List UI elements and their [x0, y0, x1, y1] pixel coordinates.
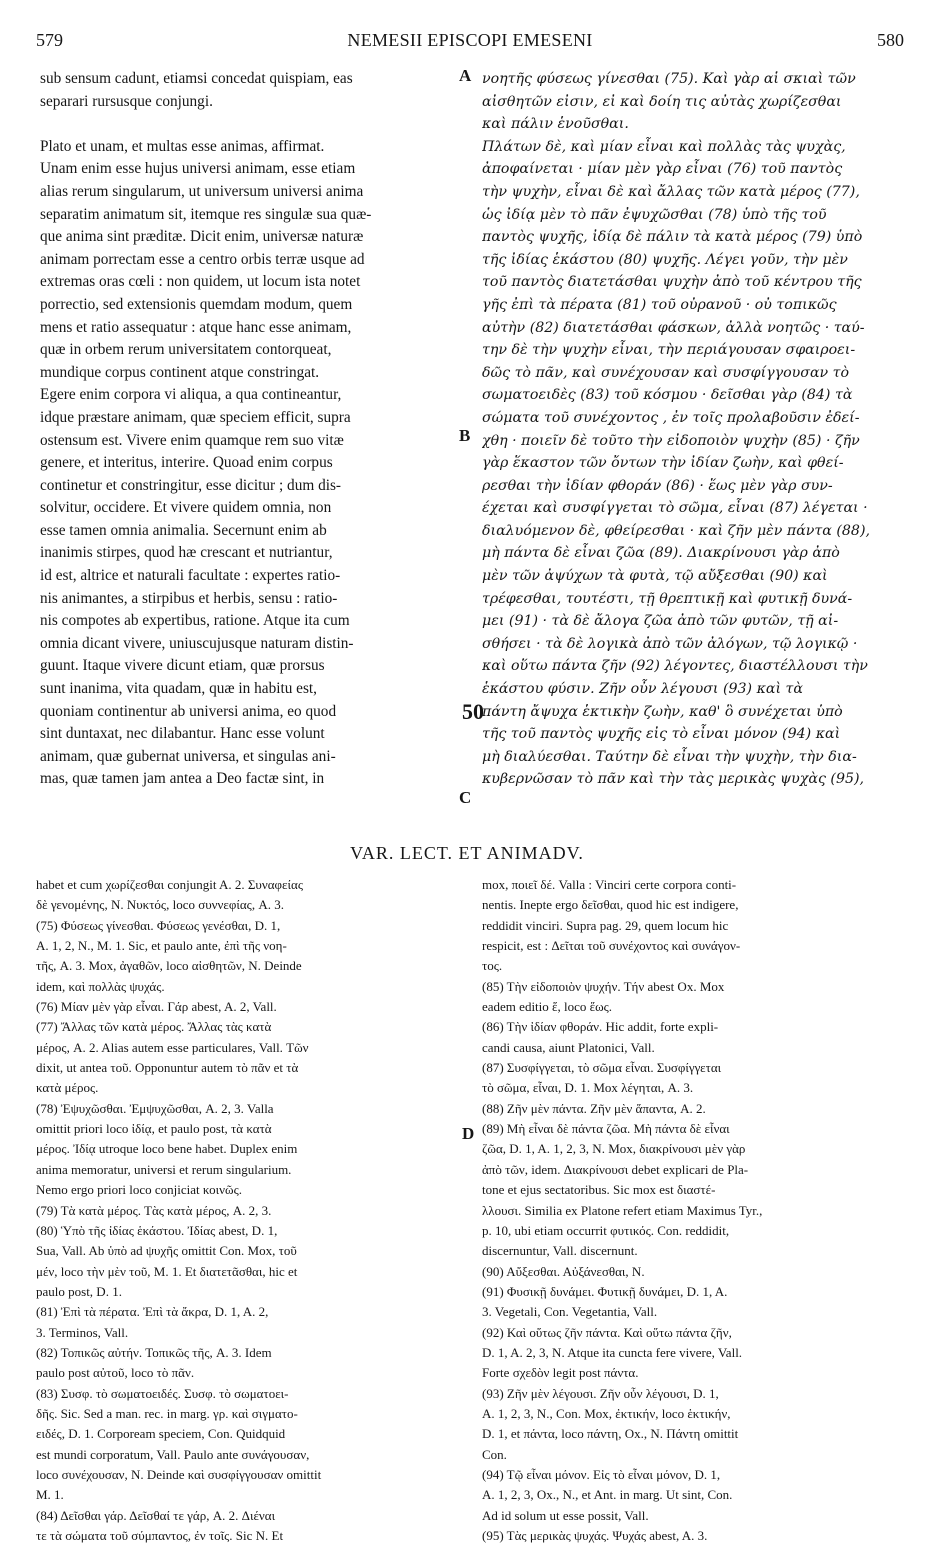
note-line: Nemo ergo priori loco conjiciat κοινῶς. — [36, 1182, 243, 1198]
greek-text-line: τὴν ψυχὴν, εἶναι δὲ καὶ ἄλλας τῶν κατὰ μέρος (77), — [482, 183, 860, 200]
note-line: μέν, loco τὴν μὲν τοῦ, M. 1. Et διατετᾶσθαι, hic et — [36, 1263, 298, 1279]
section-title: VAR. LECT. ET ANIMADV. — [350, 843, 584, 863]
note-line: Sua, Vall. Ab ὑπὸ ad ψυχῆς omittit Con. Mox, τοῦ — [36, 1243, 297, 1259]
latin-text-line: Unam enim esse hujus universi animam, esse etiam — [40, 160, 356, 178]
note-line: A. 1, 2, N., M. 1. Sic, et paulo ante, ἐπὶ τῆς νοη- — [36, 938, 287, 954]
note-line: mox, ποιεῖ δέ. Valla : Vinciri certe corpora conti- — [482, 877, 737, 892]
note-line: eadem editio ἕ, loco ἕως. — [482, 999, 613, 1015]
margin-letter-d: D — [462, 1124, 475, 1143]
latin-text-line: ostensum est. Vivere enim quamque rem suo vitæ — [40, 431, 344, 449]
latin-text-line: separatim animatum sit, itemque res singulæ sua quæ- — [40, 205, 372, 223]
notes-right-column — [482, 875, 902, 1546]
latin-text-line: mas, quæ tamen jam antea a Deo factæ sint, in — [40, 770, 325, 788]
note-line: δῆς. Sic. Sed a man. rec. in marg. γρ. καὶ σιγματο- — [36, 1405, 298, 1421]
greek-text-line: καὶ πάλιν ἑνοῦσθαι. — [482, 116, 629, 133]
note-line: δὲ γενομένης, N. Νυκτός, loco συννεφίας, A. 3. — [36, 897, 284, 913]
note-line: κατὰ μέρος. — [36, 1080, 99, 1096]
note-line: τε τὰ σώματα τοῦ σύμπαντος, ἐν τοῖς. Sic N. Et — [36, 1528, 284, 1543]
note-line: habet et cum χωρίζεσθαι conjungit A. 2. Συναφείας — [36, 877, 303, 892]
greek-text-line: καὶ οὕτω πάντα ζῆν (92) λέγοντες, διαστέλλουσι τὴν — [482, 658, 868, 675]
margin-letter-a: A — [459, 66, 472, 85]
note-line: (86) Τὴν ἰδίαν φθοράν. Hic addit, forte expli- — [482, 1019, 719, 1035]
note-line: (89) Μὴ εἶναι δὲ πάντα ζῶα. Μὴ πάντα δὲ εἶναι — [482, 1121, 730, 1137]
note-line: Forte σχεδὸν legit post πάντα. — [482, 1365, 639, 1381]
greek-text-line: Πλάτων δὲ, καὶ μίαν εἶναι καὶ πολλὰς τὰς ψυχὰς, — [482, 138, 846, 155]
note-line: μέρος. Ἰδίᾳ utroque loco bene habet. Duplex enim — [36, 1141, 298, 1157]
note-line: (94) Τῷ εἶναι μόνον. Εἰς τὸ εἶναι μόνον, D. 1, — [482, 1466, 721, 1482]
note-line: paulo post αὐτοῦ, loco τὸ πᾶν. — [36, 1365, 195, 1381]
greek-text-line: τοῦ παντὸς διατετάσθαι ψυχὴν ἀπὸ τοῦ κέντρου τῆς — [482, 274, 862, 291]
note-line: anima memoratur, universi et rerum singularium. — [36, 1161, 292, 1177]
latin-text-line: inanimis stirpes, quod hæ crescant et nutriantur, — [40, 544, 333, 562]
note-line: D. 1, A. 2, 3, N. Atque ita cuncta fere vivere, Vall. — [482, 1344, 743, 1360]
note-line: ἀπὸ τῶν, idem. Διακρίνουσι debet explicari de Pla- — [482, 1161, 749, 1177]
latin-text-line: genere, et interitus, interire. Quoad enim corpus — [40, 454, 333, 472]
note-line: μέρος, A. 2. Alias autem esse particulares, Vall. Τῶν — [36, 1039, 309, 1055]
note-line: idem, καὶ πολλὰς ψυχάς. — [36, 978, 165, 994]
greek-text-line: νοητῆς φύσεως γίνεσθαι (75). Καὶ γὰρ αἱ σκιαὶ τῶν — [482, 71, 856, 87]
note-line: τὸ σῶμα, εἶναι, D. 1. Mox λέγηται, A. 3. — [482, 1080, 694, 1096]
page-number-right: 580 — [877, 30, 904, 50]
page-number-left: 579 — [36, 30, 63, 50]
greek-text-line: τῆς ἰδίας ἑκάστου (80) ψυχῆς. Λέγει γοῦν, τὴν μὲν — [482, 251, 848, 268]
greek-text-line: μὲν τῶν ἀψύχων τὰ φυτὰ, τῷ αὔξεσθαι (90) καὶ — [482, 568, 828, 585]
greek-text-line: πάντη ἄψυχα ἑκτικὴν ζωὴν, καθ' ὃ συνέχεται ὑπὸ — [482, 703, 843, 720]
greek-text-line: σωματοειδὲς (83) τοῦ κόσμου · δεῖσθαι γὰρ (84) τὰ — [482, 387, 853, 404]
greek-text-line: αὐτὴν (82) διατετάσθαι φάσκων, ἀλλὰ νοητῶς · ταύ- — [482, 319, 865, 336]
greek-text-line: ὡς ἰδίᾳ μὲν τὸ πᾶν ἐψυχῶσθαι (78) ὑπὸ τῆς τοῦ — [482, 206, 827, 223]
margin-letter-b: B — [459, 426, 471, 445]
greek-text-line: μὴ διαλύεσθαι. Ταύτην δὲ εἶναι τὴν ψυχὴν, τὴν δια- — [482, 748, 857, 765]
greek-text-line: έχεται καὶ συσφίγγεται τὸ σῶμα, εἶναι (87) λέγεται · — [482, 500, 868, 517]
note-line: respicit, est : Δεῖται τοῦ συνέχοντος καὶ συνάγον- — [482, 938, 741, 954]
greek-text-line: ρεσθαι τὴν ἰδίαν φθοράν (86) · ἕως μὲν γὰρ συν- — [482, 477, 833, 494]
note-line: D. 1, et πάντα, loco πάντη, Ox., N. Πάντη omittit — [482, 1426, 739, 1442]
latin-text-line: sint duntaxat, nec dilabantur. Hanc esse volunt — [40, 725, 325, 743]
note-line: discernuntur, Vall. discernunt. — [482, 1243, 638, 1259]
note-line: A. 1, 2, 3, Ox., N., et Ant. in marg. Ut sint, Con. — [482, 1487, 733, 1503]
latin-text-line: esse tamen omnia animalia. Secernunt enim ab — [40, 521, 327, 539]
note-line: loco συνέχουσαν, N. Deinde καὶ συσφίγγουσαν omittit — [36, 1466, 322, 1482]
greek-text-line: διαλυόμενον δὲ, φθείρεσθαι · καὶ ζῆν μὲν πάντα (88), — [482, 522, 871, 539]
greek-text-line: ἑκάστου φύσιν. Ζῆν οὖν λέγουσι (93) καὶ τὰ — [482, 681, 803, 698]
note-line: ειδές, D. 1. Corpoream speciem, Con. Quidquid — [36, 1426, 286, 1442]
latin-text-line: solvitur, occidere. Et vivere quidem omnia, non — [40, 499, 332, 517]
latin-text-line — [40, 113, 457, 136]
greek-text-line: τῆς τοῦ παντὸς ψυχῆς εἰς τὸ εἶναι μόνον (94) καὶ — [482, 726, 841, 743]
note-line: (85) Τὴν εἰδοποιὸν ψυχήν. Τήν abest Ox. Mox — [482, 978, 725, 994]
note-line: (95) Τὰς μερικὰς ψυχάς. Ψυχάς abest, A. 3. — [482, 1528, 708, 1543]
greek-text-column — [482, 68, 902, 791]
greek-text-line: γὰρ ἕκαστον τῶν ὄντων τὴν ἰδίαν ζωὴν, καὶ φθεί- — [482, 455, 844, 472]
latin-text-line: porrectio, sed extensionis quemdam modum, quem — [40, 295, 353, 313]
note-line: A. 1, 2, 3, N., Con. Mox, ἐκτικήν, loco ἑκτικήν, — [482, 1405, 731, 1421]
note-line: 3. Terminos, Vall. — [36, 1324, 129, 1340]
latin-text-line: animam, quæ gubernat universa, et singulas ani- — [40, 747, 336, 765]
note-line: dixit, ut antea τοῦ. Opponuntur autem τὸ πᾶν et τὰ — [36, 1060, 299, 1076]
latin-text-line: extremas oras cœli : non quidem, ut locum ista notet — [40, 273, 361, 291]
latin-text-line: sunt inanima, vita quadam, quæ in habitu est, — [40, 680, 318, 698]
latin-text-line: idque præstare animam, quæ speciem efficit, supra — [40, 408, 351, 426]
latin-text-line: separari rursusque conjungi. — [40, 92, 213, 110]
greek-text-line: ἀποφαίνεται · μίαν μὲν γὰρ εἶναι (76) τοῦ παντὸς — [482, 161, 843, 178]
latin-text-line: mens et ratio assequatur : atque hanc esse animam, — [40, 318, 352, 336]
note-line: M. 1. — [36, 1487, 64, 1503]
note-line: (80) Ὑπὸ τῆς ἰδίας ἑκάστου. Ἰδίας abest, D. 1, — [36, 1222, 278, 1238]
latin-text-line: nis compotes ab expertibus, ratione. Atque ita cum — [40, 612, 350, 630]
greek-text-line: δῶς τὸ πᾶν, καὶ συνέχουσαν καὶ συσφίγγουσαν τὸ — [482, 364, 850, 381]
note-line: (79) Τὰ κατὰ μέρος. Τὰς κατὰ μέρος, A. 2, 3. — [36, 1202, 272, 1218]
note-line: candi causa, aiunt Platonici, Vall. — [482, 1039, 655, 1055]
latin-text-line: id est, altrice et naturali facultate : expertes ratio- — [40, 567, 341, 585]
latin-text-line: que anima sint præditæ. Dicit enim, universæ naturæ — [40, 228, 364, 246]
latin-text-line: omnia dicant vivere, uniuscujusque naturam distin- — [40, 634, 354, 652]
note-line: (82) Τοπικῶς αὐτήν. Τοπικῶς τῆς, A. 3. Idem — [36, 1344, 272, 1360]
latin-text-line: quæ in orbem rerum universitatem contorqueat, — [40, 341, 332, 359]
note-line: omittit priori loco ἰδίᾳ, et paulo post, τὰ κατὰ — [36, 1121, 272, 1137]
latin-text-line: Plato et unam, et multas esse animas, affirmat. — [40, 137, 325, 155]
latin-text-line: continetur et constringitur, esse dicitur ; dum dis- — [40, 476, 342, 494]
running-header — [36, 30, 904, 58]
note-line: (75) Φύσεως γίνεσθαι. Φύσεως γενέσθαι, D. 1, — [36, 917, 281, 933]
latin-text-line: nis animantes, a stirpibus et herbis, sensu : ratio- — [40, 589, 338, 607]
latin-text-line: animam porrectam esse a centro orbis terræ usque ad — [40, 250, 365, 268]
note-line: nentis. Inepte ergo δεῖσθαι, quod hic est indigere, — [482, 897, 739, 913]
latin-text-line: mundique corpus continent atque constringat. — [40, 363, 320, 381]
note-line: tone et ejus sectatoribus. Sic mox est διαστέ- — [482, 1182, 716, 1198]
note-line: (76) Μίαν μὲν γὰρ εἶναι. Γάρ abest, A. 2, Vall. — [36, 999, 277, 1015]
margin-number-50: 50 — [462, 699, 484, 724]
note-line: Ad id solum ut esse possit, Vall. — [482, 1507, 649, 1523]
note-line: 3. Vegetali, Con. Vegetantia, Vall. — [482, 1304, 658, 1320]
greek-text-line: σθήσει · τὰ δὲ λογικὰ ἀπὸ τῶν ἀλόγων, τῷ λογικῷ · — [482, 635, 858, 652]
greek-text-line: κυβερνῶσαν τὸ πᾶν καὶ τὴν τὰς μερικὰς ψυχὰς (95), — [482, 771, 865, 788]
margin-letter-c: C — [459, 788, 472, 807]
note-line: p. 10, ubi etiam occurrit φυτικός. Con. reddidit, — [482, 1222, 730, 1238]
greek-text-line: την δὲ τὴν ψυχὴν εἶναι, τὴν περιάγουσαν σφαιροει- — [482, 342, 856, 359]
greek-text-line: γῆς ἐπὶ τὰ πέρατα (81) τοῦ οὐρανοῦ · οὐ τοπικῶς — [482, 296, 837, 313]
note-line: (93) Ζῆν μὲν λέγουσι. Ζῆν οὖν λέγουσι, D. 1, — [482, 1385, 719, 1401]
running-title: NEMESII EPISCOPI EMESENI — [347, 30, 593, 50]
note-line: (88) Ζῆν μὲν πάντα. Ζῆν μὲν ἅπαντα, A. 2. — [482, 1100, 706, 1116]
latin-text-column — [40, 68, 457, 791]
note-line: (92) Καὶ οὕτως ζῆν πάντα. Καὶ οὕτω πάντα ζῆν, — [482, 1324, 732, 1340]
latin-text-line: sub sensum cadunt, etiamsi concedat quispiam, eas — [40, 70, 353, 87]
greek-text-line: μὴ πάντα δὲ εἶναι ζῶα (89). Διακρίνουσι γὰρ ἀπὸ — [482, 545, 840, 562]
notes-left-column — [36, 875, 460, 1546]
note-line: (91) Φυσικῇ δυνάμει. Φυτικῇ δυνάμει, D. 1, A. — [482, 1283, 728, 1299]
note-line: ζῶα, D. 1, A. 1, 2, 3, N. Mox, διακρίνουσι μὲν γὰρ — [482, 1141, 746, 1157]
note-line: est mundi corporatum, Vall. Paulo ante συνάγουσαν, — [36, 1446, 310, 1462]
note-line: λλουσι. Similia ex Platone refert etiam Maximus Tyr., — [482, 1202, 763, 1218]
note-line: reddidit vinciri. Supra pag. 29, quem locum hic — [482, 917, 729, 933]
note-line: τῆς, A. 3. Mox, ἀγαθῶν, loco αἰσθητῶν, N. Deinde — [36, 958, 302, 974]
latin-text-line: quoniam continentur ab universi anima, eo quod — [40, 702, 337, 720]
latin-text-line: Egere enim corpora vi aliqua, a qua contineantur, — [40, 386, 342, 404]
note-line: (78) Ἐψυχῶσθαι. Ἐμψυχῶσθαι, A. 2, 3. Valla — [36, 1100, 274, 1116]
note-line: (84) Δεῖσθαι γάρ. Δεῖσθαί τε γάρ, A. 2. Διέναι — [36, 1507, 276, 1523]
greek-text-line: τρέφεσθαι, τουτέστι, τῇ θρεπτικῇ καὶ φυτικῇ δυνά- — [482, 590, 853, 607]
greek-text-line: χθη · ποιεῖν δὲ τοῦτο τὴν εἰδοποιὸν ψυχὴν (85) · ζῆν — [482, 432, 860, 449]
latin-text-line: alias rerum singularum, ut universum universi anima — [40, 182, 364, 200]
note-line: (83) Συσφ. τὸ σωματοειδές. Συσφ. τὸ σωματοει- — [36, 1385, 289, 1401]
greek-text-line: αἰσθητῶν εἰσιν, εἰ καὶ δοίη τις αὐτὰς χωρίζεσθαι — [482, 93, 842, 110]
note-line: Con. — [482, 1446, 507, 1462]
greek-text-line: σώματα τοῦ συνέχοντος , ἐν τοῖς προλαβοῦσιν ἐδεί- — [482, 409, 860, 426]
note-line: (77) Ἄλλας τῶν κατὰ μέρος. Ἄλλας τὰς κατὰ — [36, 1019, 272, 1035]
note-line: (81) Ἐπὶ τὰ πέρατα. Ἐπὶ τὰ ἄκρα, D. 1, A. 2, — [36, 1304, 269, 1320]
note-line: (90) Αὔξεσθαι. Αὐξάνεσθαι, N. — [482, 1263, 645, 1279]
note-line: τος. — [482, 958, 503, 974]
latin-text-line: guunt. Itaque vivere dicunt etiam, quæ prorsus — [40, 657, 325, 675]
note-line: paulo post, D. 1. — [36, 1283, 122, 1299]
greek-text-line: παντὸς ψυχῆς, ἰδίᾳ δὲ πάλιν τὰ κατὰ μέρος (79) ὑπὸ — [482, 229, 863, 246]
note-line: (87) Συσφίγγεται, τὸ σῶμα εἶναι. Συσφίγγεται — [482, 1060, 722, 1076]
greek-text-line: μει (91) · τὰ δὲ ἄλογα ζῶα ἀπὸ τῶν φυτῶν, τῇ αἰ- — [482, 613, 839, 630]
